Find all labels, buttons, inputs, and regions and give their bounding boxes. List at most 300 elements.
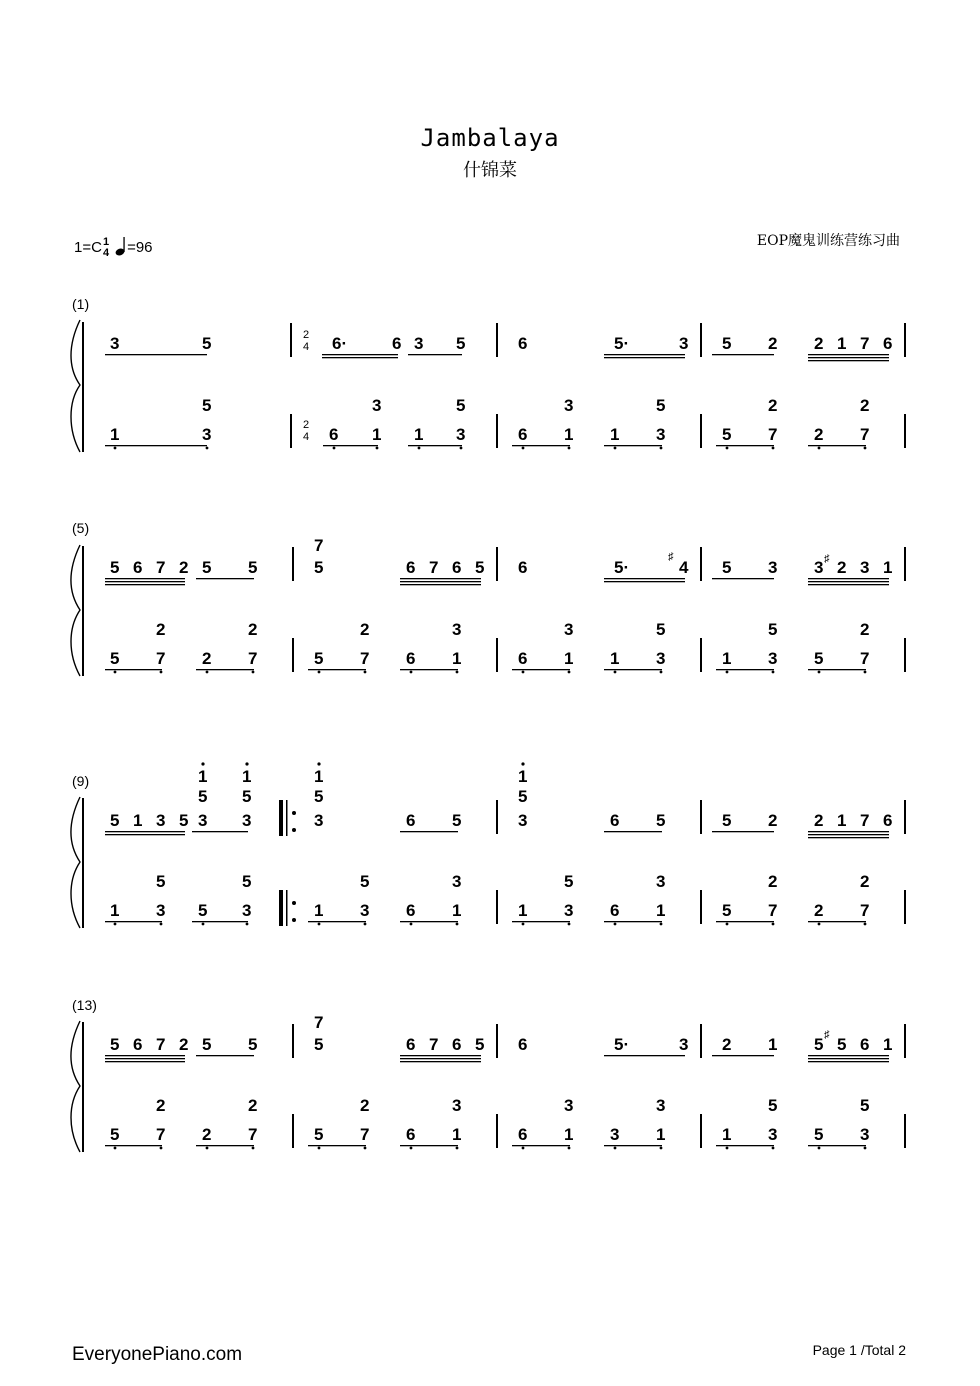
low-octave-dot [318,1147,321,1150]
low-octave-dot [114,923,117,926]
underline-beam [408,354,462,355]
system-barline [82,322,84,452]
underline-beam [400,1061,481,1062]
low-octave-dot [246,923,249,926]
underline-beam [192,921,248,922]
lower-chord-note: 5 [656,620,666,639]
low-octave-dot [364,923,367,926]
low-octave-dot [568,671,571,674]
barline-lower [496,1114,498,1148]
upper-note: 5 [814,1035,824,1054]
barline-upper [292,547,294,581]
upper-note: 6 [610,811,620,830]
upper-note: 3 [314,811,324,830]
lower-chord-note: 5 [768,620,778,639]
brace-icon [71,1021,80,1152]
measure-number: (13) [72,997,97,1013]
low-octave-dot [318,671,321,674]
underline-beam [400,1058,481,1059]
lower-note: 1 [656,901,666,920]
low-octave-dot [614,1147,617,1150]
upper-note: 5 [722,558,732,577]
underline-beam [105,669,162,670]
underline-beam [308,669,366,670]
underline-beam [512,669,570,670]
lower-note: 5 [314,649,324,668]
high-octave-dot [245,762,248,765]
lower-chord-note: 5 [156,872,166,891]
upper-note: 6 [406,811,416,830]
repeat-dot [292,901,296,905]
upper-note: 3 [110,334,120,353]
brace-icon [71,545,80,676]
repeat-bar-thick [279,890,283,926]
lower-note: 6 [518,425,528,444]
underline-beam [808,1145,866,1146]
upper-note: 7 [156,558,166,577]
underline-beam [105,578,185,579]
underline-beam [400,669,458,670]
lower-note: 3 [768,649,778,668]
low-octave-dot [160,1147,163,1150]
lower-note: 6 [406,901,416,920]
underline-beam [604,669,662,670]
lower-chord-note: 5 [860,1096,870,1115]
lower-chord-note: 2 [156,1096,166,1115]
lower-note: 1 [110,901,120,920]
upper-note: 6 [406,1035,416,1054]
lower-chord-note: 5 [242,872,252,891]
upper-note: 6 [860,1035,870,1054]
upper-note: 3 [518,811,528,830]
underline-beam [308,921,366,922]
upper-note: 7 [860,811,870,830]
lower-note: 1 [372,425,382,444]
barline-upper [700,547,702,581]
upper-note: 3 [242,811,252,830]
low-octave-dot [614,671,617,674]
barline-upper [904,547,906,581]
low-octave-dot [418,447,421,450]
system-barline [82,798,84,928]
low-octave-dot [568,923,571,926]
high-octave-dot [201,762,204,765]
lower-note: 3 [610,1125,620,1144]
low-octave-dot [818,923,821,926]
high-octave-dot [521,762,524,765]
low-octave-dot [456,671,459,674]
underline-beam [400,581,481,582]
upper-note: 2 [179,558,189,577]
underline-beam [105,921,162,922]
barline-lower [292,1114,294,1148]
lower-note: 6 [406,649,416,668]
underline-beam [105,1055,185,1056]
lower-chord-note: 2 [156,620,166,639]
barline-upper [904,800,906,834]
lower-chord-note: 2 [360,620,370,639]
low-octave-dot [160,923,163,926]
underline-beam [808,1061,889,1062]
lower-note: 3 [360,901,370,920]
upper-note: 6 [406,558,416,577]
underline-beam [105,1058,185,1059]
low-octave-dot [726,923,729,926]
sharp-icon: ♯ [824,1029,830,1041]
sharp-icon: ♯ [668,551,674,563]
lower-note: 6 [406,1125,416,1144]
lower-note: 5 [198,901,208,920]
lower-note: 1 [314,901,324,920]
low-octave-dot [614,923,617,926]
underline-beam [322,357,398,358]
lower-chord-note: 3 [564,620,574,639]
barline-lower [904,890,906,924]
upper-note: 6 [133,558,143,577]
low-octave-dot [568,447,571,450]
system-4 [71,997,97,1152]
underline-beam [808,1055,889,1056]
lower-note: 7 [156,1125,166,1144]
underline-beam [604,1145,662,1146]
underline-beam [716,445,774,446]
lower-chord-note: 2 [248,620,258,639]
brace-icon [71,320,80,452]
upper-note: 6 [392,334,402,353]
underline-beam [105,354,207,355]
underline-beam [196,578,254,579]
underline-beam [808,669,866,670]
underline-beam [604,578,685,579]
upper-note: 1 [883,1035,893,1054]
underline-beam [808,354,889,355]
underline-beam [716,669,774,670]
low-octave-dot [864,923,867,926]
system-barline [82,1022,84,1152]
lower-note: 1 [564,1125,574,1144]
upper-note: 6 [518,334,528,353]
underline-beam [400,831,458,832]
measure-number: (1) [72,296,90,312]
low-octave-dot [522,923,525,926]
low-octave-dot [252,1147,255,1150]
upper-chord-note: 1 [198,767,208,786]
lower-chord-note: 3 [564,1096,574,1115]
lower-note: 2 [814,901,824,920]
lower-note: 1 [610,425,620,444]
lower-chord-note: 2 [248,1096,258,1115]
low-octave-dot [726,447,729,450]
system-2 [71,520,89,676]
upper-note: 6 [883,334,893,353]
lower-chord-note: 2 [360,1096,370,1115]
underline-beam [808,581,889,582]
lower-chord-note: 3 [656,1096,666,1115]
lower-note: 5 [722,901,732,920]
lower-chord-note: 2 [860,396,870,415]
low-octave-dot [202,923,205,926]
low-octave-dot [206,447,209,450]
lower-note: 2 [202,1125,212,1144]
underline-beam [400,921,458,922]
lower-chord-note: 2 [768,872,778,891]
upper-note: 3 [679,1035,689,1054]
upper-chord-note: 5 [198,787,208,806]
underline-beam [604,1055,685,1056]
low-octave-dot [726,1147,729,1150]
upper-note: 6 [133,1035,143,1054]
sharp-icon: ♯ [824,553,830,565]
low-octave-dot [460,447,463,450]
lower-note: 6 [610,901,620,920]
lower-note: 7 [360,649,370,668]
lower-note: 3 [242,901,252,920]
exercise-credit: EOP魔鬼训练营练习曲 [756,233,900,249]
lower-note: 3 [860,1125,870,1144]
lower-chord-note: 3 [452,1096,462,1115]
upper-chord-note: 7 [314,1013,324,1032]
low-octave-dot [206,671,209,674]
upper-note: 2 [768,334,778,353]
upper-note: 2 [722,1035,732,1054]
low-octave-dot [726,671,729,674]
barline-lower [700,414,702,448]
barline-upper [292,1024,294,1058]
lower-note: 5 [110,649,120,668]
repeat-dot [292,828,296,832]
lower-note: 6 [518,1125,528,1144]
underline-beam [808,921,866,922]
lower-note: 1 [564,425,574,444]
upper-note: 5 [452,811,462,830]
underline-beam [400,1145,458,1146]
lower-note: 1 [452,649,462,668]
low-octave-dot [364,1147,367,1150]
upper-note: 7 [429,558,439,577]
song-subtitle: 什锦菜 [463,160,517,181]
lower-note: 5 [722,425,732,444]
lower-note: 5 [814,1125,824,1144]
barline-lower [290,414,292,448]
underline-beam [105,834,185,835]
upper-note: 2 [814,811,824,830]
low-octave-dot [864,447,867,450]
upper-chord-note: 5 [314,787,324,806]
lower-note: 5 [814,649,824,668]
underline-beam [512,921,570,922]
lower-note: 6 [518,649,528,668]
lower-note: 5 [314,1125,324,1144]
notes-layer [105,323,906,1149]
upper-note: 3 [860,558,870,577]
lower-chord-note: 2 [860,620,870,639]
underline-beam [808,1058,889,1059]
upper-note: 5 [314,1035,324,1054]
upper-note: 6· [332,334,348,353]
low-octave-dot [818,447,821,450]
upper-note: 7 [156,1035,166,1054]
upper-chord-note: 1 [518,767,528,786]
low-octave-dot [818,1147,821,1150]
underline-beam [105,445,207,446]
upper-note: 1 [837,334,847,353]
low-octave-dot [333,447,336,450]
lower-note: 7 [768,425,778,444]
underline-beam [400,1055,481,1056]
time-change-bottom: 4 [303,431,310,443]
upper-chord-note: 5 [518,787,528,806]
barline-lower [700,890,702,924]
time-bottom: 4 [102,247,110,259]
barline-lower [904,638,906,672]
underline-beam [105,581,185,582]
lower-note: 1 [518,901,528,920]
low-octave-dot [456,923,459,926]
barline-lower [496,638,498,672]
upper-note: 1 [883,558,893,577]
underline-beam [808,831,889,832]
upper-chord-note: 7 [314,536,324,555]
upper-note: 5 [248,1035,258,1054]
low-octave-dot [522,671,525,674]
low-octave-dot [772,923,775,926]
site-url: EveryonePiano.com [72,1344,243,1365]
lower-note: 3 [156,901,166,920]
upper-note: 5 [475,558,485,577]
lower-note: 1 [722,649,732,668]
underline-beam [196,1145,254,1146]
system-1 [71,296,89,452]
underline-beam [808,834,889,835]
low-octave-dot [660,923,663,926]
barline-upper [700,323,702,357]
underline-beam [105,1061,185,1062]
low-octave-dot [252,671,255,674]
upper-note: 5 [110,558,120,577]
lower-note: 1 [610,649,620,668]
lower-note: 7 [860,649,870,668]
underline-beam [604,921,662,922]
underline-beam [604,831,662,832]
lower-chord-note: 5 [564,872,574,891]
low-octave-dot [818,671,821,674]
underline-beam [808,445,866,446]
barline-lower [292,638,294,672]
lower-chord-note: 3 [564,396,574,415]
lower-note: 1 [452,1125,462,1144]
underline-beam [808,357,889,358]
lower-note: 3 [768,1125,778,1144]
upper-note: 1 [133,811,143,830]
barline-lower [700,638,702,672]
upper-note: 3 [768,558,778,577]
underline-beam [604,357,685,358]
measure-number: (9) [72,773,90,789]
lower-note: 1 [656,1125,666,1144]
time-change-top: 2 [303,329,310,341]
underline-beam [105,584,185,585]
low-octave-dot [864,1147,867,1150]
underline-beam [604,581,685,582]
lower-note: 2 [202,649,212,668]
lower-chord-note: 3 [656,872,666,891]
brace-icon [71,797,80,928]
underline-beam [192,831,248,832]
low-octave-dot [772,671,775,674]
upper-note: 1 [837,811,847,830]
upper-note: 5 [456,334,466,353]
lower-note: 2 [814,425,824,444]
upper-note: 5 [202,1035,212,1054]
upper-chord-note: 5 [242,787,252,806]
upper-note: 5 [202,334,212,353]
low-octave-dot [410,923,413,926]
upper-chord-note: 1 [314,767,324,786]
repeat-bar-thin [286,890,288,926]
lower-note: 3 [456,425,466,444]
barline-lower [496,890,498,924]
low-octave-dot [160,671,163,674]
time-change-top: 2 [303,419,310,431]
lower-note: 7 [860,901,870,920]
underline-beam [712,1055,774,1056]
low-octave-dot [772,447,775,450]
upper-note: 5 [179,811,189,830]
repeat-dot [292,918,296,922]
barline-lower [496,414,498,448]
upper-note: 5· [614,334,630,353]
upper-note: 5 [837,1035,847,1054]
page-indicator: Page 1 /Total 2 [812,1342,906,1358]
upper-note: 7 [860,334,870,353]
underline-beam [400,578,481,579]
underline-beam [712,578,774,579]
barline-upper [904,1024,906,1058]
barline-upper [496,547,498,581]
lower-note: 5 [110,1125,120,1144]
underline-beam [105,1145,162,1146]
barline-upper [290,323,292,357]
lower-chord-note: 5 [656,396,666,415]
low-octave-dot [376,447,379,450]
lower-note: 7 [768,901,778,920]
low-octave-dot [772,1147,775,1150]
upper-note: 5· [614,1035,630,1054]
low-octave-dot [318,923,321,926]
upper-note: 2 [814,334,824,353]
barline-lower [904,1114,906,1148]
lower-note: 3 [202,425,212,444]
lower-chord-note: 5 [202,396,212,415]
lower-note: 6 [329,425,339,444]
upper-note: 2 [837,558,847,577]
barline-upper [496,323,498,357]
lower-note: 7 [156,649,166,668]
lower-chord-note: 2 [860,872,870,891]
underline-beam [808,360,889,361]
upper-note: 5· [614,558,630,577]
low-octave-dot [114,671,117,674]
upper-note: 3 [414,334,424,353]
upper-note: 4 [679,558,689,577]
upper-chord-note: 1 [242,767,252,786]
upper-note: 2 [179,1035,189,1054]
barline-upper [700,1024,702,1058]
low-octave-dot [660,1147,663,1150]
repeat-bar-thick [279,800,283,836]
underline-beam [105,831,185,832]
low-octave-dot [114,447,117,450]
